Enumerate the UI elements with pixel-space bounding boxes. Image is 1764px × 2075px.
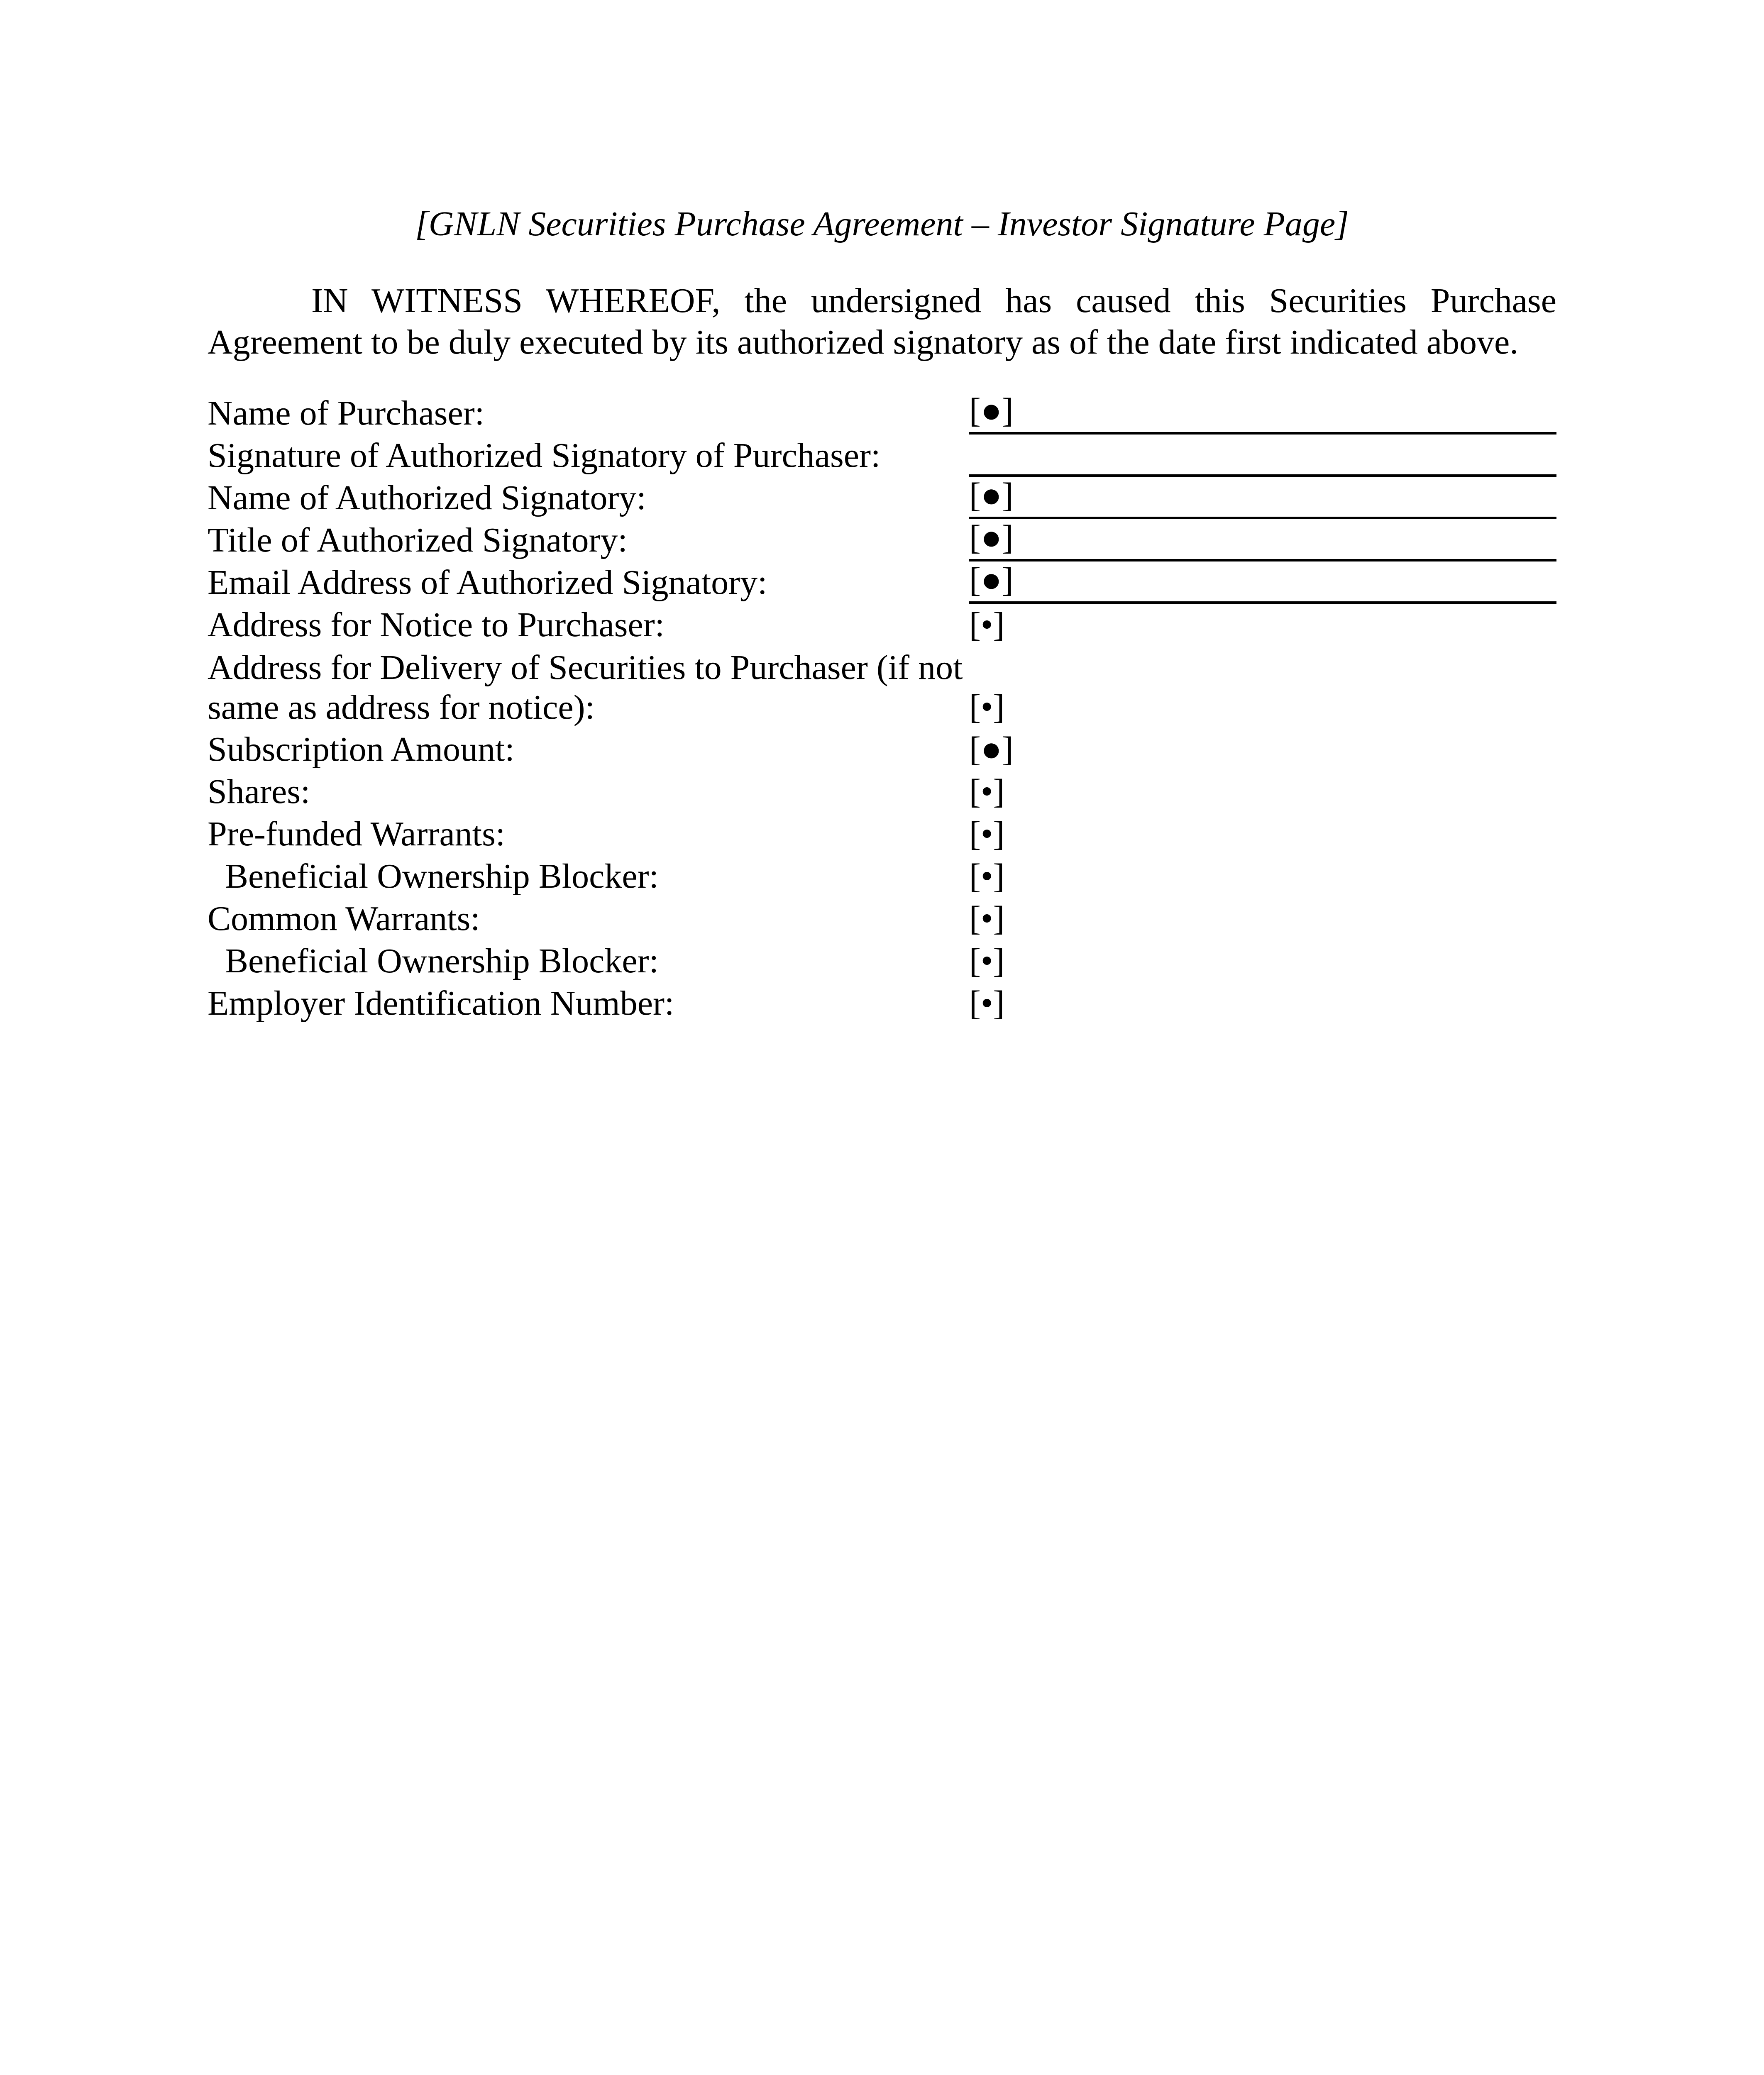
field-row-title-of-authorized-signatory <box>208 519 1556 561</box>
field-label: Title of Authorized Signatory: <box>208 521 628 559</box>
field-row-subscription-amount <box>208 728 1556 771</box>
intro-paragraph: IN WITNESS WHEREOF, the undersigned has caused this Securities Purchase Agreement to be duly executed by its authorized signatory as of the date first indicated above. <box>208 281 1556 361</box>
field-label: Beneficial Ownership Blocker: <box>225 857 659 896</box>
field-row-pre-funded-warrants <box>208 813 1556 855</box>
field-value: [•] <box>969 815 1005 853</box>
field-row-shares <box>208 771 1556 813</box>
field-label: Name of Purchaser: <box>208 394 485 432</box>
field-label: Signature of Authorized Signatory of Purchaser: <box>208 436 881 475</box>
field-label: Shares: <box>208 772 310 811</box>
field-label: Employer Identification Number: <box>208 984 674 1023</box>
field-row-signature <box>208 435 1556 477</box>
field-value[interactable]: [●] <box>969 518 1014 557</box>
field-label: Pre-funded Warrants: <box>208 815 506 853</box>
field-label: Beneficial Ownership Blocker: <box>225 942 659 980</box>
field-row-employer-identification-number <box>208 982 1556 1025</box>
field-row-address-for-delivery <box>208 646 1556 728</box>
field-value: [•] <box>969 899 1005 938</box>
field-label: Email Address of Authorized Signatory: <box>208 563 767 602</box>
field-row-name-of-purchaser <box>208 392 1556 435</box>
field-value: [•] <box>969 772 1005 811</box>
field-value: [•] <box>969 857 1005 896</box>
field-row-beneficial-ownership-blocker <box>208 940 1556 982</box>
field-value: [•] <box>969 688 1005 726</box>
field-value[interactable]: [●] <box>969 391 1014 430</box>
field-row-name-of-authorized-signatory <box>208 477 1556 519</box>
field-label: Common Warrants: <box>208 899 480 938</box>
field-label: Address for Delivery of Securities to Purchaser (if not same as address for notice): <box>208 648 963 727</box>
field-value: [●] <box>969 730 1014 769</box>
signature-fields <box>208 392 1556 1025</box>
field-value[interactable]: [●] <box>969 476 1014 515</box>
field-row-address-for-notice <box>208 604 1556 646</box>
field-label: Name of Authorized Signatory: <box>208 478 646 517</box>
field-row-email-address <box>208 561 1556 604</box>
field-label: Subscription Amount: <box>208 730 515 769</box>
page-title: [GNLN Securities Purchase Agreement – Investor Signature Page] <box>415 205 1349 243</box>
field-row-common-warrants <box>208 898 1556 940</box>
field-label: Address for Notice to Purchaser: <box>208 605 665 644</box>
field-value[interactable]: [●] <box>969 561 1014 599</box>
field-value: [•] <box>969 942 1005 980</box>
field-value: [•] <box>969 984 1005 1023</box>
field-row-beneficial-ownership-blocker <box>208 855 1556 898</box>
field-value: [•] <box>969 605 1005 644</box>
